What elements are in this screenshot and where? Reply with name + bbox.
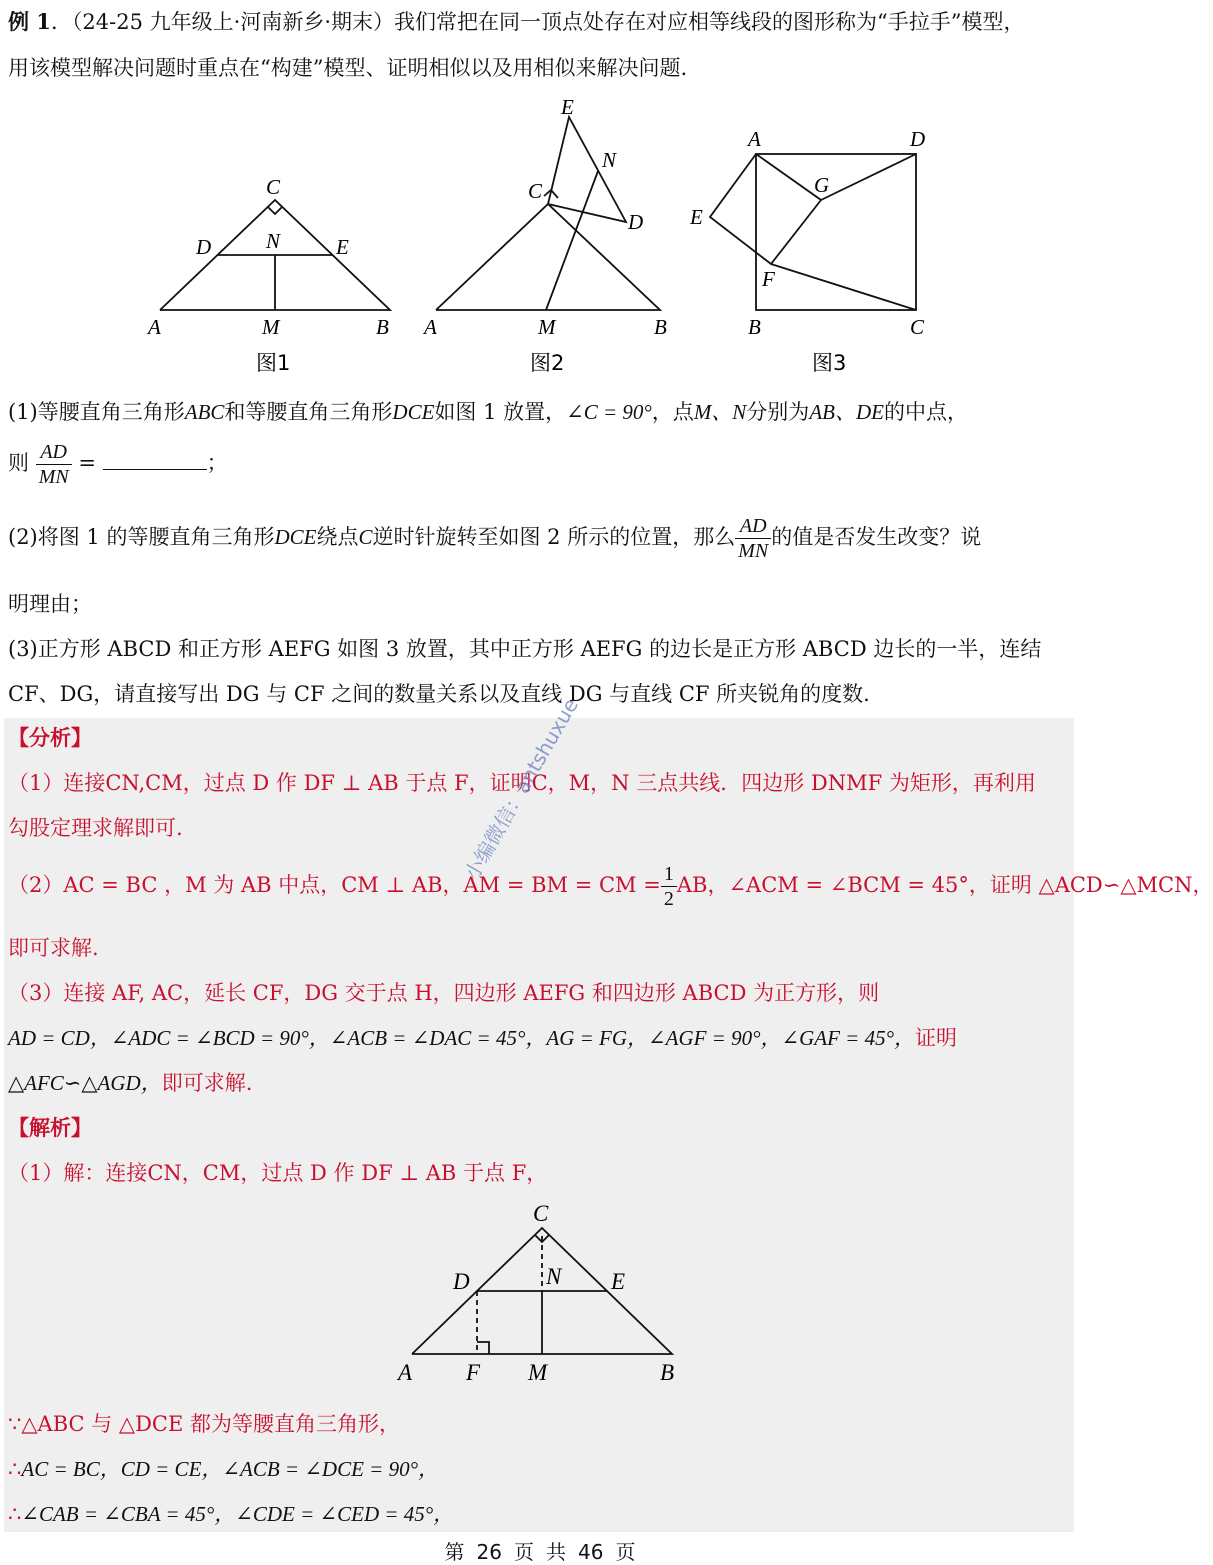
example-label: 例 1 [8, 9, 51, 34]
watermark-text: 小编微信：antshuxue [459, 694, 583, 884]
fig4-label-E: E [611, 1269, 626, 1294]
fig1-label-B: B [376, 315, 389, 339]
intro-text-1: ．（24-25 九年级上·河南新乡·期末）我们常把在同一顶点处存在对应相等线段的图形称为“手拉手”模型， [50, 10, 1025, 34]
q2-frac-den: MN [738, 540, 769, 562]
fig1-label-D: D [196, 235, 212, 259]
q2-frac-num: AD [735, 514, 771, 539]
fig2-label-D: D [628, 210, 644, 234]
q1-abde: AB、DE [809, 400, 884, 424]
figure-2 [418, 92, 688, 382]
solution-s3: AC = BC，CD = CE，∠ACB = ∠DCE = 90°， [21, 1457, 439, 1481]
q1-dce: DCE [392, 400, 435, 424]
question-3-line-2 [8, 678, 870, 708]
fig1-label-N: N [266, 229, 281, 253]
fig3-label-A: A [748, 127, 761, 151]
fig1-label-E: E [336, 235, 349, 259]
analysis-p2-line-1 [8, 862, 1213, 911]
q2-c: C [358, 525, 373, 549]
q2-text-d: 的值是否发生改变？说 [771, 525, 982, 549]
q1-answer-blank[interactable] [103, 451, 207, 470]
q3-line-2: CF、DG，请直接写出 DG 与 CF 之间的数量关系以及直线 DG 与直线 CF 所夹锐角的度数. [8, 682, 870, 706]
fig1-label-A: A [148, 315, 161, 339]
q1-angle: ∠C = 90° [566, 400, 652, 424]
fig3-label-G: G [814, 173, 830, 197]
because-symbol: ∵ [8, 1412, 22, 1436]
fig2-label-C: C [528, 179, 543, 203]
q1-fraction [36, 440, 72, 489]
q1-then: 则 [8, 451, 29, 475]
q1-abc: ABC [184, 400, 225, 424]
q1-mn: M、N [693, 400, 747, 424]
fig2-label-B: B [654, 315, 667, 339]
fig4-label-A: A [398, 1360, 413, 1385]
analysis-p2-frac-den: 2 [663, 888, 674, 910]
page-footer [0, 1536, 1080, 1565]
footer-di: 第 [444, 1540, 465, 1564]
analysis-p2-a: （2）AC = BC ，M 为 AB 中点，CM ⊥ AB，AM = BM = CM = [8, 873, 661, 897]
question-1-line-2 [8, 440, 228, 489]
therefore-symbol-2: ∴ [8, 1502, 22, 1526]
fig2-label-A: A [424, 315, 437, 339]
analysis-p2-b: AB，∠ACM = ∠BCM = 45°，证明 △ACD∽△MCN， [676, 873, 1213, 897]
analysis-p3-math-2: △AFC∽△AGD， [8, 1071, 162, 1095]
q2-text-c: 逆时针旋转至如图 2 所示的位置，那么 [372, 525, 736, 549]
figure-4 [392, 1196, 692, 1396]
analysis-p3-red-2: 即可求解. [161, 1071, 253, 1095]
q1-text-e: 分别为 [746, 400, 810, 424]
intro-text-2: 用该模型解决问题时重点在“构建”模型、证明相似以及用相似来解决问题. [8, 56, 688, 80]
total-page-number: 46 [578, 1540, 604, 1564]
fig2-caption: 图2 [530, 351, 565, 375]
q1-text-d: ，点 [651, 400, 694, 424]
fig4-label-B: B [660, 1360, 675, 1385]
analysis-p2-frac-num: 1 [661, 862, 677, 887]
analysis-p3-line-3 [8, 1067, 252, 1097]
fig2-label-E: E [561, 95, 574, 119]
figure-3 [688, 124, 948, 380]
analysis-p3-red: 证明 [915, 1026, 957, 1050]
fig3-label-D: D [910, 127, 926, 151]
fig3-label-E: E [690, 205, 703, 229]
q1-frac-den: MN [38, 466, 69, 488]
q1-text-f: 的中点， [883, 400, 968, 424]
q2-text-a: (2)将图 1 的等腰直角三角形 [8, 525, 275, 549]
figure-1 [140, 170, 410, 380]
fig3-label-B: B [748, 315, 761, 339]
question-2-line-1 [8, 514, 981, 563]
solution-s2: △ABC 与 △DCE 都为等腰直角三角形， [21, 1412, 400, 1436]
problem-intro-line-2 [8, 52, 687, 82]
fig2-label-N: N [602, 148, 617, 172]
fig3-label-F: F [762, 267, 775, 291]
q1-text-c: 如图 1 放置， [434, 400, 567, 424]
analysis-p3-line-2 [8, 1022, 957, 1052]
analysis-p3-math: AD = CD，∠ADC = ∠BCD = 90°，∠ACB = ∠DAC = 45°，AG = FG，∠AGF = 90°，∠GAF = 45°， [8, 1026, 915, 1050]
analysis-p2-line-2: 即可求解. [8, 936, 99, 960]
analysis-p1-line-2: 勾股定理求解即可. [8, 816, 183, 840]
q2-text-b: 绕点 [316, 525, 359, 549]
q2-dce: DCE [274, 525, 317, 549]
current-page-number: 26 [476, 1540, 502, 1564]
solution-line-4 [8, 1498, 454, 1528]
fig2-label-M: M [538, 315, 556, 339]
fig4-label-F: F [466, 1360, 481, 1385]
q2-fraction [735, 514, 771, 563]
fig4-label-D: D [453, 1269, 470, 1294]
solution-line-2 [8, 1408, 400, 1438]
question-2-line-2 [8, 588, 92, 618]
analysis-p2-fraction [661, 862, 677, 911]
solution-line-3 [8, 1453, 439, 1483]
fig4-label-M: M [528, 1360, 548, 1385]
fig3-label-C: C [910, 315, 925, 339]
footer-ye2: 页 [615, 1540, 636, 1564]
analysis-p1-line-1: （1）连接CN,CM，过点 D 作 DF ⊥ AB 于点 F，证明C，M，N 三点共线．四边形 DNMF 为矩形，再利用 [8, 771, 1036, 795]
analysis-p3-line-1: （3）连接 AF, AC，延长 CF，DG 交于点 H，四边形 AEFG 和四边形 ABCD 为正方形，则 [8, 981, 880, 1005]
fig1-caption: 图1 [256, 351, 291, 375]
solution-s4: ∠CAB = ∠CBA = 45°，∠CDE = ∠CED = 45°， [21, 1502, 455, 1526]
solution-line-1: （1）解：连接CN，CM，过点 D 作 DF ⊥ AB 于点 F， [8, 1161, 548, 1185]
analysis-heading: 【分析】 [8, 725, 92, 750]
fig4-label-C: C [533, 1201, 549, 1226]
q1-frac-num: AD [36, 440, 72, 465]
problem-intro-line-1 [8, 6, 1024, 36]
fig3-caption: 图3 [812, 351, 847, 375]
solution-heading: 【解析】 [8, 1115, 92, 1140]
footer-gong: 共 [546, 1540, 566, 1564]
q1-text-b: 和等腰直角三角形 [224, 400, 393, 424]
q3-line-1: (3)正方形 ABCD 和正方形 AEFG 如图 3 放置，其中正方形 AEFG 的边长是正方形 ABCD 边长的一半，连结 [8, 637, 1042, 661]
q1-eq: = [78, 451, 96, 475]
q1-text-a: (1)等腰直角三角形 [8, 400, 185, 424]
fig1-label-C: C [266, 175, 281, 199]
fig1-label-M: M [262, 315, 280, 339]
q1-end: ； [206, 451, 228, 475]
q2-text-e: 明理由； [8, 592, 92, 616]
question-1-line-1 [8, 396, 968, 426]
fig4-label-N: N [546, 1264, 562, 1289]
footer-ye: 页 [514, 1540, 534, 1564]
question-3-line-1 [8, 633, 1041, 663]
therefore-symbol-1: ∴ [8, 1457, 22, 1481]
